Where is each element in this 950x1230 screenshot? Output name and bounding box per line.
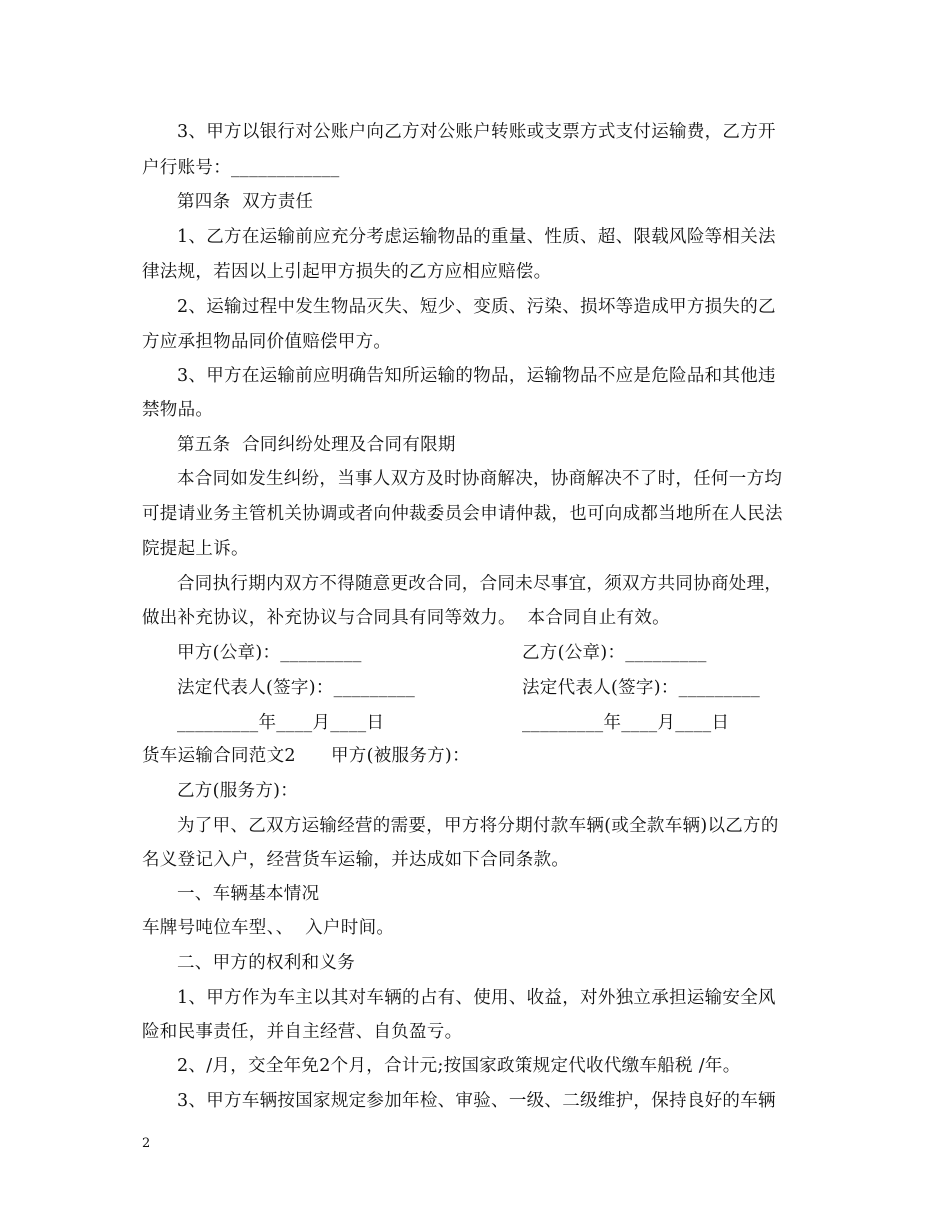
paragraph-line: 1、甲方作为车主以其对车辆的占有、使用、收益，对外独立承担运输安全风 xyxy=(177,988,776,1008)
paragraph-line: 3、甲方车辆按国家规定参加年检、审验、一级、二级维护，保持良好的车辆 xyxy=(177,1091,776,1111)
paragraph-line: 户行账号：____________ xyxy=(142,158,340,178)
paragraph-line: 车牌号吨位车型、、 入户时间。 xyxy=(142,918,395,938)
party-a-representative: 法定代表人(签字)：_________ xyxy=(177,678,416,698)
paragraph-line: 名义登记入户，经营货车运输，并达成如下合同条款。 xyxy=(142,850,570,870)
section-heading: 第四条 双方责任 xyxy=(177,192,314,212)
paragraph-line: 禁物品。 xyxy=(142,400,214,420)
section-heading: 二、甲方的权利和义务 xyxy=(177,953,355,973)
paragraph-line: 方应承担物品同价值赔偿甲方。 xyxy=(142,332,392,352)
page-number: 2 xyxy=(142,1136,151,1151)
party-a-date: _________年____月____日 xyxy=(177,713,385,733)
section-heading: 一、车辆基本情况 xyxy=(177,884,320,904)
paragraph-line: 院提起上诉。 xyxy=(142,539,249,559)
party-a-seal: 甲方(公章)：_________ xyxy=(177,643,362,663)
paragraph-line: 乙方(服务方)： xyxy=(177,781,299,801)
paragraph-line: 为了甲、乙双方运输经营的需要，甲方将分期付款车辆(或全款车辆)以乙方的 xyxy=(177,816,779,836)
paragraph-line: 本合同如发生纠纷，当事人双方及时协商解决，协商解决不了时，任何一方均 xyxy=(177,469,783,489)
party-b-date: _________年____月____日 xyxy=(522,713,730,733)
paragraph-line: 3、甲方在运输前应明确告知所运输的物品，运输物品不应是危险品和其他违 xyxy=(177,366,776,386)
paragraph-line: 律法规，若因以上引起甲方损失的乙方应相应赔偿。 xyxy=(142,262,552,282)
party-b-seal: 乙方(公章)：_________ xyxy=(522,643,707,663)
paragraph-line: 3、甲方以银行对公账户向乙方对公账户转账或支票方式支付运输费，乙方开 xyxy=(177,122,776,142)
paragraph-line: 2、/月，交全年免2个月，合计元;按国家政策规定代收代缴车船税 /年。 xyxy=(177,1056,741,1076)
paragraph-line: 险和民事责任，并自主经营、自负盈亏。 xyxy=(142,1022,463,1042)
party-b-representative: 法定代表人(签字)：_________ xyxy=(522,678,761,698)
paragraph-line: 2、运输过程中发生物品灭失、短少、变质、污染、损坏等造成甲方损失的乙 xyxy=(177,297,776,317)
paragraph-line: 合同执行期内双方不得随意更改合同，合同未尽事宜，须双方共同协商处理， xyxy=(177,574,783,594)
paragraph-line: 1、乙方在运输前应充分考虑运输物品的重量、性质、超、限载风险等相关法 xyxy=(177,227,776,247)
paragraph-line: 可提请业务主管机关协调或者向仲裁委员会申请仲裁，也可向成都当地所在人民法 xyxy=(142,504,783,524)
paragraph-line: 做出补充协议，补充协议与合同具有同等效力。 本合同自止有效。 xyxy=(142,608,670,628)
section-heading: 第五条 合同纠纷处理及合同有限期 xyxy=(177,435,456,455)
contract-title: 货车运输合同范文2 甲方(被服务方)： xyxy=(142,746,470,766)
